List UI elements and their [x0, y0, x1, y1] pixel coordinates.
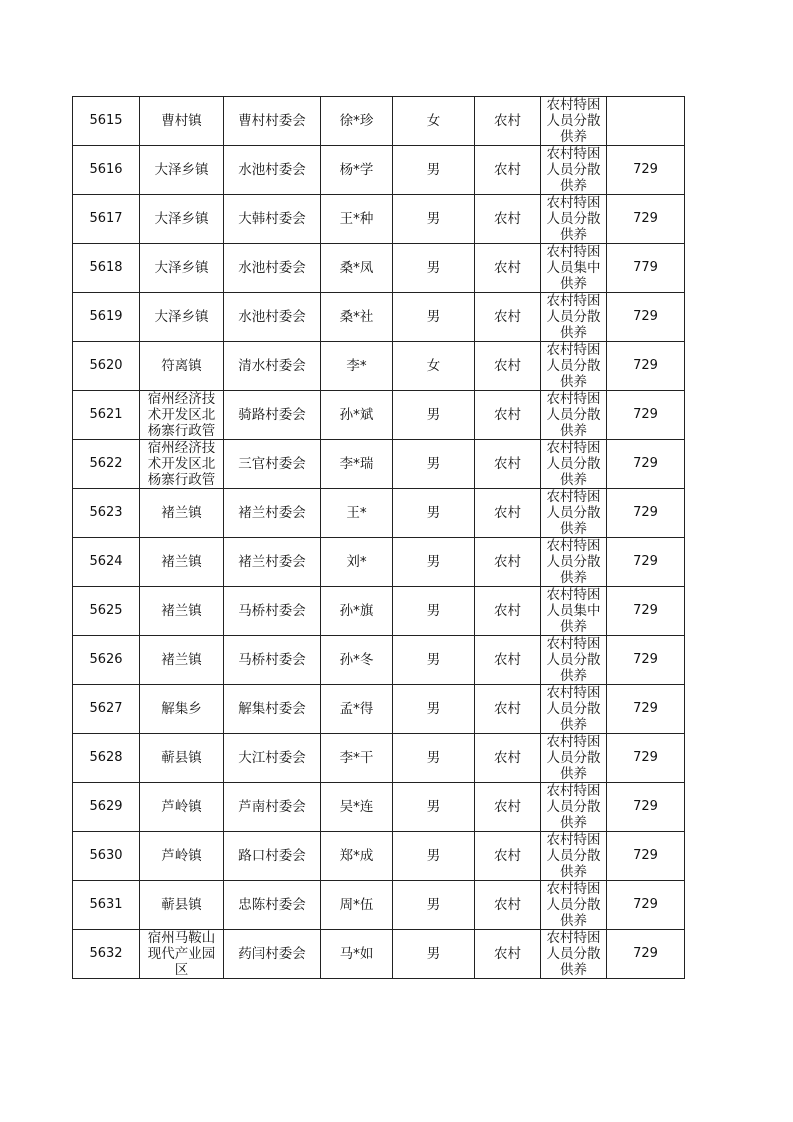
support-category-cell-text: 农村特困人员分散供养 — [546, 97, 601, 145]
gender-cell: 男 — [393, 538, 475, 587]
support-category-cell-text: 农村特困人员分散供养 — [546, 391, 601, 439]
support-category-cell-text: 农村特困人员分散供养 — [546, 440, 601, 488]
gender-cell: 男 — [393, 881, 475, 930]
village-cell: 解集村委会 — [224, 685, 321, 734]
amount-cell: 729 — [607, 342, 685, 391]
support-category-cell — [541, 244, 607, 293]
row-number-cell: 5622 — [73, 440, 140, 489]
person-name-cell: 李*干 — [321, 734, 393, 783]
support-category-cell — [541, 685, 607, 734]
row-number-cell: 5623 — [73, 489, 140, 538]
person-name-cell: 周*伍 — [321, 881, 393, 930]
person-name-cell: 孙*斌 — [321, 391, 393, 440]
support-category-cell-text: 农村特困人员分散供养 — [546, 685, 601, 733]
table-row — [73, 244, 685, 293]
village-cell: 水池村委会 — [224, 244, 321, 293]
amount-cell: 729 — [607, 587, 685, 636]
table-row — [73, 930, 685, 979]
support-category-cell — [541, 97, 607, 146]
village-cell: 忠陈村委会 — [224, 881, 321, 930]
support-category-cell — [541, 440, 607, 489]
area-type-cell: 农村 — [475, 783, 541, 832]
table-row — [73, 342, 685, 391]
support-category-cell — [541, 734, 607, 783]
support-category-cell — [541, 538, 607, 587]
table-row — [73, 783, 685, 832]
area-type-cell: 农村 — [475, 146, 541, 195]
support-category-cell — [541, 195, 607, 244]
table-row — [73, 489, 685, 538]
area-type-cell: 农村 — [475, 587, 541, 636]
support-category-cell-text: 农村特困人员分散供养 — [546, 783, 601, 831]
amount-cell: 729 — [607, 195, 685, 244]
person-name-cell: 郑*成 — [321, 832, 393, 881]
person-name-cell: 桑*社 — [321, 293, 393, 342]
village-cell: 大江村委会 — [224, 734, 321, 783]
table-row — [73, 195, 685, 244]
row-number-cell: 5631 — [73, 881, 140, 930]
support-category-cell-text: 农村特困人员分散供养 — [546, 832, 601, 880]
person-name-cell: 孙*冬 — [321, 636, 393, 685]
support-category-cell-text: 农村特困人员分散供养 — [546, 881, 601, 929]
table-row — [73, 832, 685, 881]
gender-cell: 男 — [393, 636, 475, 685]
person-name-cell: 孙*旗 — [321, 587, 393, 636]
town-cell: 褚兰镇 — [140, 538, 224, 587]
gender-cell: 男 — [393, 587, 475, 636]
support-category-cell-text: 农村特困人员分散供养 — [546, 342, 601, 390]
table-row — [73, 881, 685, 930]
town-cell: 蕲县镇 — [140, 734, 224, 783]
person-name-cell: 桑*凤 — [321, 244, 393, 293]
person-name-cell: 刘* — [321, 538, 393, 587]
area-type-cell: 农村 — [475, 832, 541, 881]
person-name-cell: 孟*得 — [321, 685, 393, 734]
table-row — [73, 293, 685, 342]
town-cell: 大泽乡镇 — [140, 146, 224, 195]
area-type-cell: 农村 — [475, 244, 541, 293]
town-cell: 芦岭镇 — [140, 832, 224, 881]
support-category-cell — [541, 342, 607, 391]
table-row — [73, 146, 685, 195]
town-cell — [140, 391, 224, 440]
person-name-cell: 李* — [321, 342, 393, 391]
row-number-cell: 5618 — [73, 244, 140, 293]
town-cell: 褚兰镇 — [140, 489, 224, 538]
amount-cell: 729 — [607, 783, 685, 832]
row-number-cell: 5621 — [73, 391, 140, 440]
gender-cell: 男 — [393, 489, 475, 538]
row-number-cell: 5627 — [73, 685, 140, 734]
amount-cell: 729 — [607, 636, 685, 685]
support-category-cell — [541, 293, 607, 342]
gender-cell: 男 — [393, 195, 475, 244]
support-category-cell — [541, 783, 607, 832]
table-row — [73, 391, 685, 440]
support-category-cell — [541, 881, 607, 930]
support-category-cell-text: 农村特困人员分散供养 — [546, 146, 601, 194]
gender-cell: 男 — [393, 244, 475, 293]
area-type-cell: 农村 — [475, 97, 541, 146]
town-cell: 解集乡 — [140, 685, 224, 734]
town-cell: 褚兰镇 — [140, 636, 224, 685]
area-type-cell: 农村 — [475, 734, 541, 783]
village-cell: 水池村委会 — [224, 293, 321, 342]
village-cell: 曹村村委会 — [224, 97, 321, 146]
town-cell: 褚兰镇 — [140, 587, 224, 636]
row-number-cell: 5630 — [73, 832, 140, 881]
row-number-cell: 5625 — [73, 587, 140, 636]
amount-cell: 729 — [607, 146, 685, 195]
support-category-cell-text: 农村特困人员集中供养 — [546, 244, 601, 292]
amount-cell: 779 — [607, 244, 685, 293]
area-type-cell: 农村 — [475, 440, 541, 489]
village-cell: 水池村委会 — [224, 146, 321, 195]
gender-cell: 女 — [393, 97, 475, 146]
village-cell: 药闫村委会 — [224, 930, 321, 979]
village-cell: 芦南村委会 — [224, 783, 321, 832]
amount-cell: 729 — [607, 881, 685, 930]
gender-cell: 男 — [393, 293, 475, 342]
support-category-cell-text: 农村特困人员集中供养 — [546, 587, 601, 635]
town-cell: 大泽乡镇 — [140, 293, 224, 342]
amount-cell: 729 — [607, 293, 685, 342]
support-category-cell-text: 农村特困人员分散供养 — [546, 930, 601, 978]
area-type-cell: 农村 — [475, 391, 541, 440]
amount-cell — [607, 97, 685, 146]
support-category-cell — [541, 636, 607, 685]
support-category-cell — [541, 146, 607, 195]
row-number-cell: 5632 — [73, 930, 140, 979]
gender-cell: 男 — [393, 440, 475, 489]
gender-cell: 男 — [393, 146, 475, 195]
area-type-cell: 农村 — [475, 195, 541, 244]
village-cell: 马桥村委会 — [224, 636, 321, 685]
village-cell: 骑路村委会 — [224, 391, 321, 440]
town-cell-text: 宿州经济技术开发区北杨寨行政管 — [147, 391, 216, 439]
person-name-cell: 李*瑞 — [321, 440, 393, 489]
row-number-cell: 5616 — [73, 146, 140, 195]
table-row — [73, 685, 685, 734]
table-row — [73, 587, 685, 636]
amount-cell: 729 — [607, 440, 685, 489]
gender-cell: 男 — [393, 930, 475, 979]
village-cell: 路口村委会 — [224, 832, 321, 881]
table-row — [73, 636, 685, 685]
row-number-cell: 5624 — [73, 538, 140, 587]
gender-cell: 男 — [393, 391, 475, 440]
person-name-cell: 马*如 — [321, 930, 393, 979]
village-cell: 清水村委会 — [224, 342, 321, 391]
village-cell: 褚兰村委会 — [224, 489, 321, 538]
support-category-cell-text: 农村特困人员分散供养 — [546, 734, 601, 782]
gender-cell: 女 — [393, 342, 475, 391]
village-cell: 褚兰村委会 — [224, 538, 321, 587]
row-number-cell: 5617 — [73, 195, 140, 244]
town-cell: 曹村镇 — [140, 97, 224, 146]
row-number-cell: 5620 — [73, 342, 140, 391]
table-row — [73, 97, 685, 146]
area-type-cell: 农村 — [475, 685, 541, 734]
person-name-cell: 杨*学 — [321, 146, 393, 195]
support-category-cell-text: 农村特困人员分散供养 — [546, 636, 601, 684]
amount-cell: 729 — [607, 538, 685, 587]
town-cell: 符离镇 — [140, 342, 224, 391]
support-category-cell-text: 农村特困人员分散供养 — [546, 489, 601, 537]
support-category-cell-text: 农村特困人员分散供养 — [546, 293, 601, 341]
town-cell: 蕲县镇 — [140, 881, 224, 930]
row-number-cell: 5619 — [73, 293, 140, 342]
town-cell — [140, 440, 224, 489]
town-cell-text: 宿州经济技术开发区北杨寨行政管 — [147, 440, 216, 488]
beneficiary-table — [72, 96, 685, 979]
village-cell: 三官村委会 — [224, 440, 321, 489]
support-category-cell-text: 农村特困人员分散供养 — [546, 538, 601, 586]
town-cell: 大泽乡镇 — [140, 244, 224, 293]
amount-cell: 729 — [607, 734, 685, 783]
town-cell-text: 宿州马鞍山现代产业园区 — [147, 930, 216, 978]
area-type-cell: 农村 — [475, 930, 541, 979]
support-category-cell — [541, 391, 607, 440]
person-name-cell: 吴*连 — [321, 783, 393, 832]
amount-cell: 729 — [607, 832, 685, 881]
table-body — [73, 97, 685, 979]
row-number-cell: 5626 — [73, 636, 140, 685]
amount-cell: 729 — [607, 391, 685, 440]
area-type-cell: 农村 — [475, 538, 541, 587]
table-row — [73, 538, 685, 587]
support-category-cell-text: 农村特困人员分散供养 — [546, 195, 601, 243]
area-type-cell: 农村 — [475, 293, 541, 342]
row-number-cell: 5629 — [73, 783, 140, 832]
row-number-cell: 5628 — [73, 734, 140, 783]
amount-cell: 729 — [607, 489, 685, 538]
area-type-cell: 农村 — [475, 342, 541, 391]
support-category-cell — [541, 587, 607, 636]
village-cell: 马桥村委会 — [224, 587, 321, 636]
village-cell: 大韩村委会 — [224, 195, 321, 244]
table-row — [73, 440, 685, 489]
town-cell: 芦岭镇 — [140, 783, 224, 832]
area-type-cell: 农村 — [475, 881, 541, 930]
support-category-cell — [541, 832, 607, 881]
gender-cell: 男 — [393, 685, 475, 734]
town-cell — [140, 930, 224, 979]
row-number-cell: 5615 — [73, 97, 140, 146]
person-name-cell: 王*种 — [321, 195, 393, 244]
amount-cell: 729 — [607, 930, 685, 979]
gender-cell: 男 — [393, 783, 475, 832]
table-row — [73, 734, 685, 783]
support-category-cell — [541, 489, 607, 538]
gender-cell: 男 — [393, 832, 475, 881]
town-cell: 大泽乡镇 — [140, 195, 224, 244]
support-category-cell — [541, 930, 607, 979]
person-name-cell: 徐*珍 — [321, 97, 393, 146]
amount-cell: 729 — [607, 685, 685, 734]
gender-cell: 男 — [393, 734, 475, 783]
person-name-cell: 王* — [321, 489, 393, 538]
area-type-cell: 农村 — [475, 636, 541, 685]
area-type-cell: 农村 — [475, 489, 541, 538]
